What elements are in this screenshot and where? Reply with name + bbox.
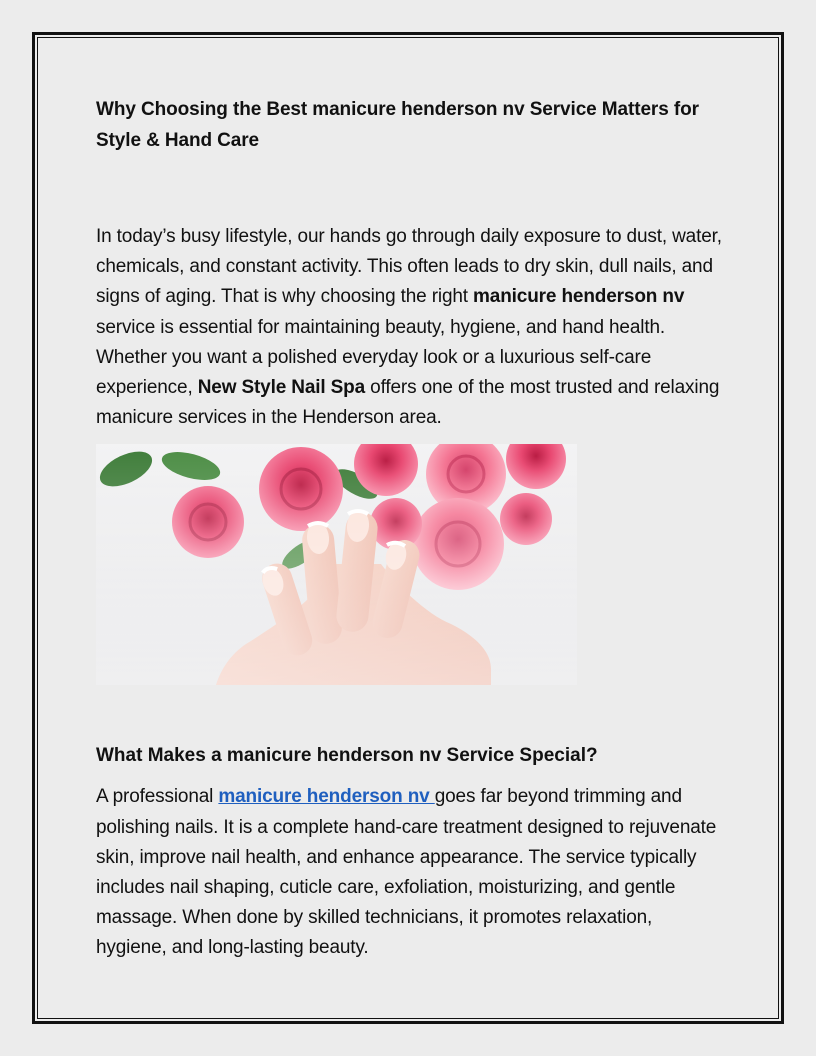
spa-name: New Style Nail Spa — [197, 377, 366, 399]
section-text-2: goes far beyond trimming and polishing nails. It is a complete hand-care treatment designed to rejuvenate skin, improve nail health, and enhance appearance. The service typically includes nail shaping, cuticle care, exfoliation, moisturizing, and gentle massage. When done by skilled technicians, it promotes relaxation, hygiene, and long-lasting beauty. — [96, 786, 717, 959]
document-title: Why Choosing the Best manicure henderson nv Service Matters for Style & Hand Care — [96, 99, 699, 151]
section-text-1: A professional — [96, 786, 219, 808]
manicure-photo-illustration — [96, 444, 577, 685]
intro-text-1: In today’s busy lifestyle, our hands go through daily exposure to dust, water, chemicals, and constant activity. This often leads to dry skin, dull nails, and signs of aging. That is why choosing the right — [96, 226, 722, 308]
manicure-link[interactable]: manicure henderson nv — [218, 786, 435, 808]
manicure-photo — [96, 444, 577, 685]
intro-text-2: service is essential for maintaining beauty, hygiene, and hand health. Whether you want a polished everyday look or a luxurious self-care experience, — [96, 316, 666, 399]
section-paragraph — [96, 782, 726, 963]
section-heading: What Makes a manicure henderson nv Service Special? — [96, 745, 598, 767]
intro-keyword: manicure henderson nv — [473, 286, 685, 308]
intro-paragraph — [96, 222, 726, 433]
document-content — [96, 94, 726, 964]
intro-text-3: offers one of the most trusted and relaxing manicure services in the Henderson area. — [96, 377, 720, 429]
